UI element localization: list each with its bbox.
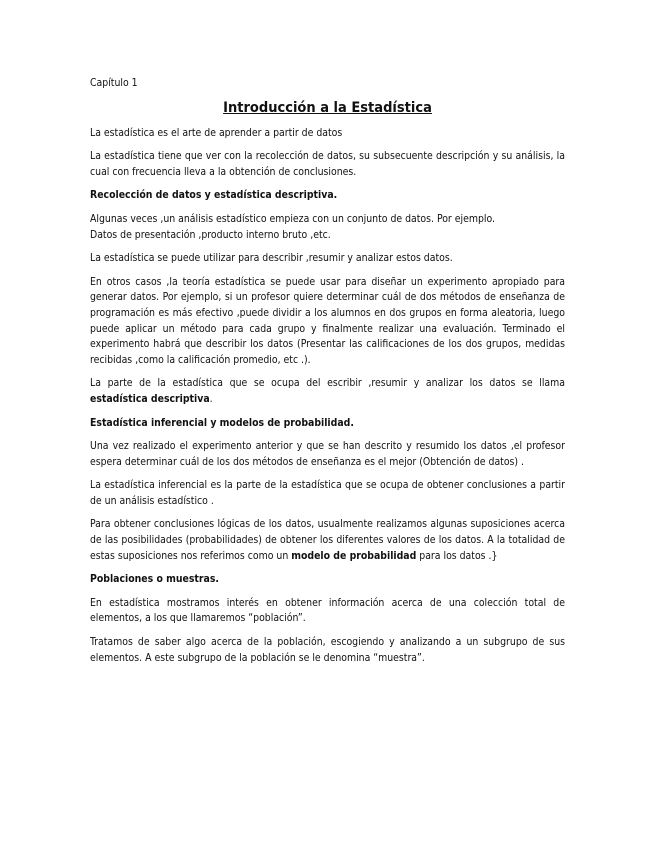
paragraph-desc-4-end: . xyxy=(209,392,213,405)
heading-populations-samples: Poblaciones o muestras. xyxy=(90,573,219,586)
paragraph-desc-1b: Datos de presentación ,producto interno bruto ,etc. xyxy=(90,228,331,241)
paragraph-inf-2: La estadística inferencial es la parte de la estadística que se ocupa de obtener conclusiones a partir de un análisis estadístico . xyxy=(90,479,565,507)
paragraph-desc-4-text: La parte de la estadística que se ocupa del escribir ,resumir y analizar los datos se llama xyxy=(90,377,565,390)
chapter-label: Capítulo 1 xyxy=(90,77,138,89)
page-title: Introducción a la Estadística xyxy=(223,99,432,116)
term-probability-model: modelo de probabilidad xyxy=(291,549,417,562)
heading-descriptive-statistics: Recolección de datos y estadística descriptiva. xyxy=(90,189,338,202)
paragraph-desc-2: La estadística se puede utilizar para describir ,resumir y analizar estos datos. xyxy=(90,252,453,265)
paragraph-intro-2: La estadística tiene que ver con la recolección de datos, su subsecuente descripción y su análisis, la cual con frecuencia lleva a la obtención de conclusiones. xyxy=(90,150,565,178)
paragraph-inf-3 xyxy=(90,517,565,564)
paragraph-desc-3: En otros casos ,la teoría estadística se puede usar para diseñar un experimento apropiado para generar datos. Por ejemplo, si un profesor quiere determinar cuál de dos métodos de enseñanza de programación es más efectivo ,puede dividir a los alumnos en dos grupos en forma aleatoria, luego puede aplicar un método para cada grupo y finalmente realizar una evaluación. Terminado el experimento habrá que describir los datos (Presentar las calificaciones de los dos grupos, medidas recibidas ,como la calificación promedio, etc .). xyxy=(90,275,565,366)
paragraph-inf-1: Una vez realizado el experimento anterior y que se han descrito y resumido los datos ,el profesor espera determinar cuál de los dos métodos de enseñanza es el mejor (Obtención de datos) . xyxy=(90,440,565,468)
term-descriptive-statistics: estadística descriptiva xyxy=(90,392,210,405)
paragraph-pob-1: En estadística mostramos interés en obtener información acerca de una colección total de elementos, a los que llamaremos “población”. xyxy=(90,596,565,625)
paragraph-pob-2: Tratamos de saber algo acerca de la población, escogiendo y analizando a un subgrupo de sus elementos. A este subgrupo de la población se le denomina “muestra”. xyxy=(90,636,565,664)
heading-inferential-statistics: Estadística inferencial y modelos de probabilidad. xyxy=(90,416,354,429)
paragraph-desc-4 xyxy=(90,376,565,407)
paragraph-inf-3-end: para los datos .} xyxy=(416,549,498,562)
paragraph-desc-1 xyxy=(90,212,565,243)
paragraph-intro-1: La estadística es el arte de aprender a partir de datos xyxy=(90,126,343,139)
paragraph-inf-3-text: Para obtener conclusiones lógicas de los datos, usualmente realizamos algunas suposiciones acerca de las posibilidades (probabilidades) de obtener los diferentes valores de los datos. A la totalidad de estas suposiciones nos referimos como un xyxy=(90,518,565,562)
paragraph-desc-1a: Algunas veces ,un análisis estadístico empieza con un conjunto de datos. Por ejemplo. xyxy=(90,212,495,225)
